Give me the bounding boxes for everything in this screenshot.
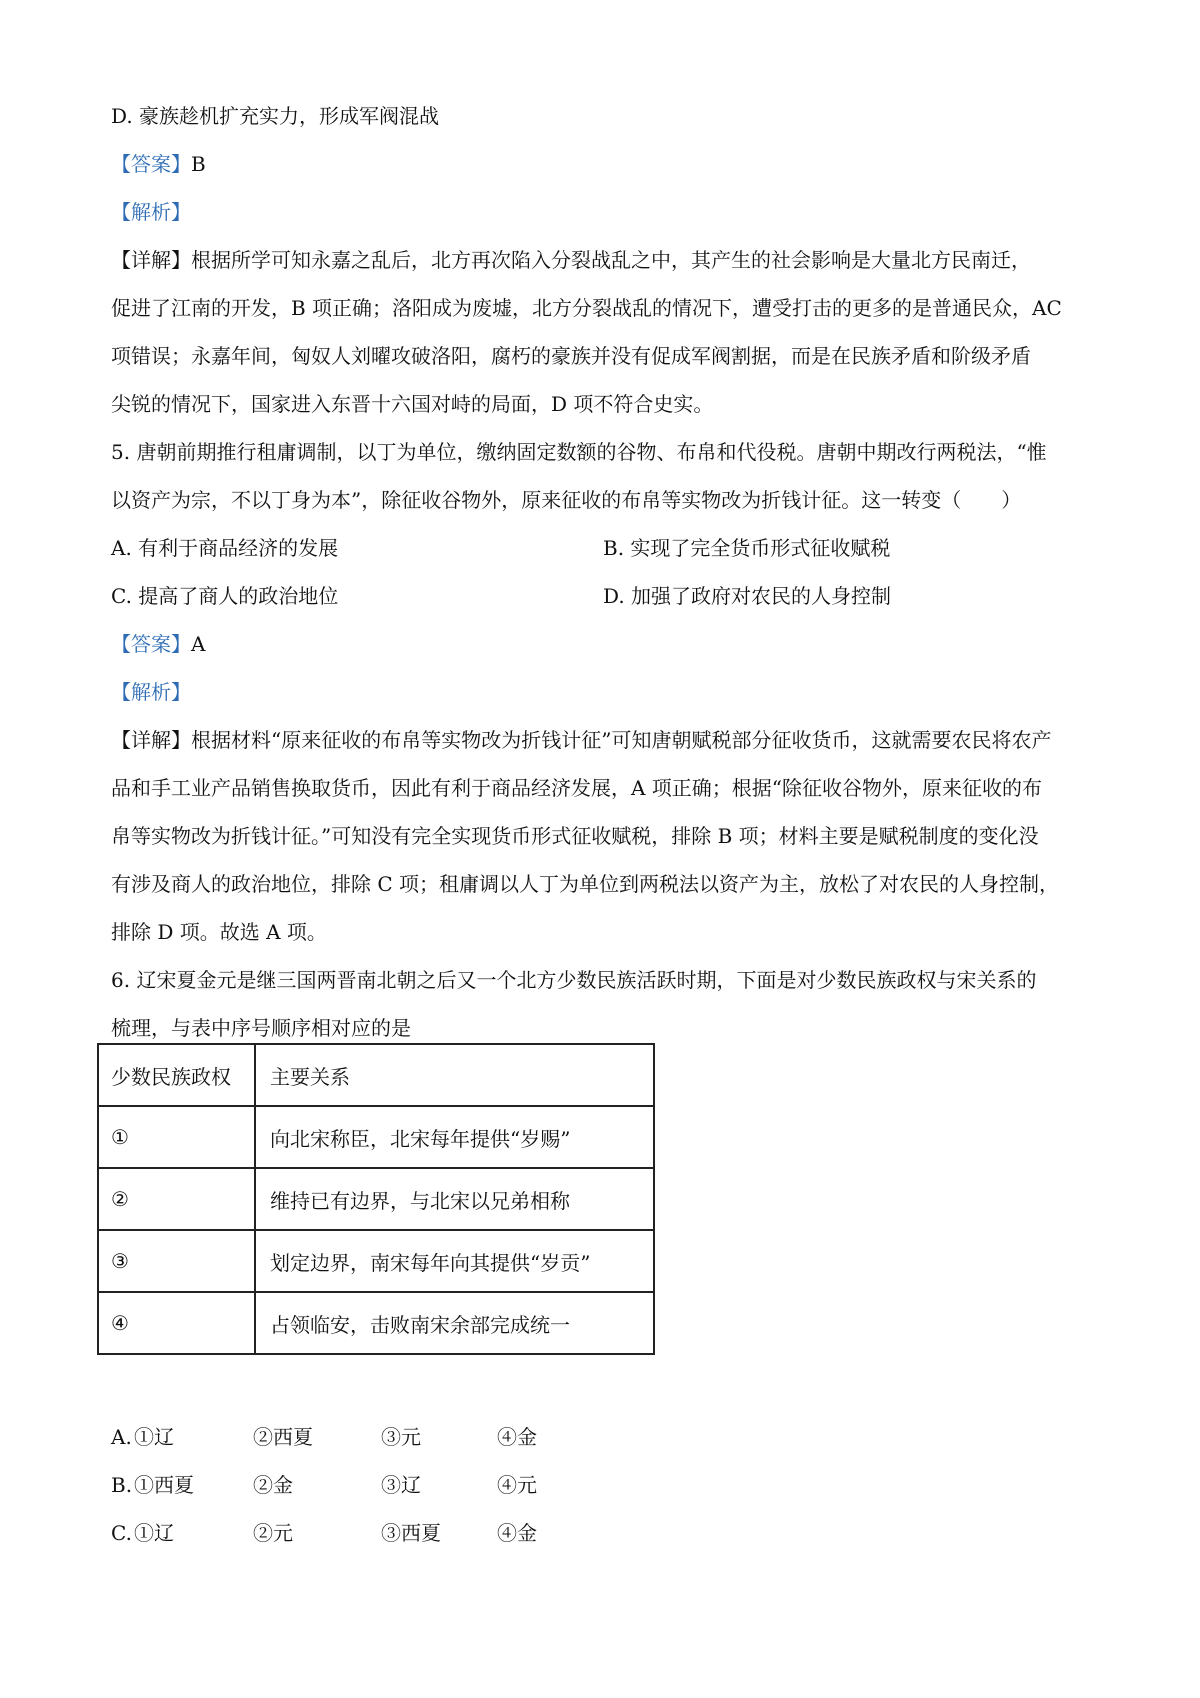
q6-option-a-label: A. (111, 1425, 132, 1449)
q6-option-c-item-3: ③西夏 (381, 1521, 441, 1545)
table-cell: ④ (98, 1292, 255, 1354)
q4-detail-line-4: 尖锐的情况下，国家进入东晋十六国对峙的局面，D 项不符合史实。 (111, 392, 714, 416)
table-cell: ① (98, 1106, 255, 1168)
table-row (98, 1106, 654, 1168)
detail-tag: 【详解】 (111, 728, 191, 752)
table-header-row (98, 1044, 654, 1106)
q6-stem-line-1: 6. 辽宋夏金元是继三国两晋南北朝之后又一个北方少数民族活跃时期，下面是对少数民族政权与宋关系的 (111, 968, 1037, 992)
q6-option-b-label: B. (111, 1473, 133, 1497)
q6-option-a-item-3: ③元 (381, 1425, 421, 1449)
relations-table (97, 1043, 655, 1355)
table-cell: 占领临安，击败南宋余部完成统一 (255, 1292, 654, 1354)
q6-option-c-label: C. (111, 1521, 132, 1545)
answer-tag: 【答案】 (111, 152, 191, 176)
q6-option-b-item-1: ①西夏 (134, 1473, 194, 1497)
q5-analysis-tag: 【解析】 (111, 680, 191, 704)
q5-answer (111, 630, 205, 658)
answer-tag: 【答案】 (111, 632, 191, 656)
q6-stem-line-2: 梳理，与表中序号顺序相对应的是 (111, 1016, 411, 1040)
table-cell: ③ (98, 1230, 255, 1292)
table-row (98, 1292, 654, 1354)
q5-option-a: A. 有利于商品经济的发展 (111, 536, 339, 560)
answer-value: B (191, 152, 206, 176)
q5-stem-line-2: 以资产为宗，不以丁身为本”，除征收谷物外，原来征收的布帛等实物改为折钱计征。这一转变（ ） (111, 488, 1022, 512)
table-cell: 划定边界，南宋每年向其提供“岁贡” (255, 1230, 654, 1292)
q5-stem-line-1: 5. 唐朝前期推行租庸调制，以丁为单位，缴纳固定数额的谷物、布帛和代役税。唐朝中期改行两税法，“惟 (111, 440, 1047, 464)
q5-option-d: D. 加强了政府对农民的人身控制 (603, 584, 892, 608)
q6-option-b-item-3: ③辽 (381, 1473, 421, 1497)
detail-text: 根据材料“原来征收的布帛等实物改为折钱计征”可知唐朝赋税部分征收货币，这就需要农民将农产 (191, 728, 1052, 752)
q6-option-a-item-2: ②西夏 (253, 1425, 313, 1449)
q5-option-c: C. 提高了商人的政治地位 (111, 584, 339, 608)
q5-detail-line-5: 排除 D 项。故选 A 项。 (111, 920, 327, 944)
q4-analysis-tag: 【解析】 (111, 200, 191, 224)
q5-detail-line-1 (111, 726, 1051, 754)
q6-option-c-item-4: ④金 (497, 1521, 537, 1545)
q4-option-d: D. 豪族趁机扩充实力，形成军阀混战 (111, 104, 440, 128)
detail-text: 根据所学可知永嘉之乱后，北方再次陷入分裂战乱之中，其产生的社会影响是大量北方民南迁， (191, 248, 1031, 272)
q5-detail-line-4: 有涉及商人的政治地位，排除 C 项；租庸调以人丁为单位到两税法以资产为主，放松了对农民的人身控制， (111, 872, 1060, 896)
table-cell: 向北宋称臣，北宋每年提供“岁赐” (255, 1106, 654, 1168)
table-header-cell: 主要关系 (255, 1044, 654, 1106)
q4-detail-line-1 (111, 246, 1031, 274)
q4-answer (111, 150, 206, 178)
q6-option-c-item-2: ②元 (253, 1521, 293, 1545)
table-row (98, 1230, 654, 1292)
answer-value: A (191, 632, 206, 656)
table-cell: ② (98, 1168, 255, 1230)
table-row (98, 1168, 654, 1230)
q5-detail-line-2: 品和手工业产品销售换取货币，因此有利于商品经济发展，A 项正确；根据“除征收谷物外，原来征收的布 (111, 776, 1043, 800)
q6-option-b-item-2: ②金 (253, 1473, 293, 1497)
q4-detail-line-2: 促进了江南的开发，B 项正确；洛阳成为废墟，北方分裂战乱的情况下，遭受打击的更多的是普通民众，AC (111, 296, 1062, 320)
q6-option-c-item-1: ①辽 (134, 1521, 174, 1545)
q6-option-a-item-4: ④金 (497, 1425, 537, 1449)
table-cell: 维持已有边界，与北宋以兄弟相称 (255, 1168, 654, 1230)
q5-option-b: B. 实现了完全货币形式征收赋税 (603, 536, 891, 560)
table-header-cell: 少数民族政权 (98, 1044, 255, 1106)
q4-detail-line-3: 项错误；永嘉年间，匈奴人刘曜攻破洛阳，腐朽的豪族并没有促成军阀割据，而是在民族矛盾和阶级矛盾 (111, 344, 1031, 368)
q5-detail-line-3: 帛等实物改为折钱计征。”可知没有完全实现货币形式征收赋税，排除 B 项；材料主要是赋税制度的变化没 (111, 824, 1039, 848)
q6-option-a-item-1: ①辽 (134, 1425, 174, 1449)
q6-option-b-item-4: ④元 (497, 1473, 537, 1497)
detail-tag: 【详解】 (111, 248, 191, 272)
